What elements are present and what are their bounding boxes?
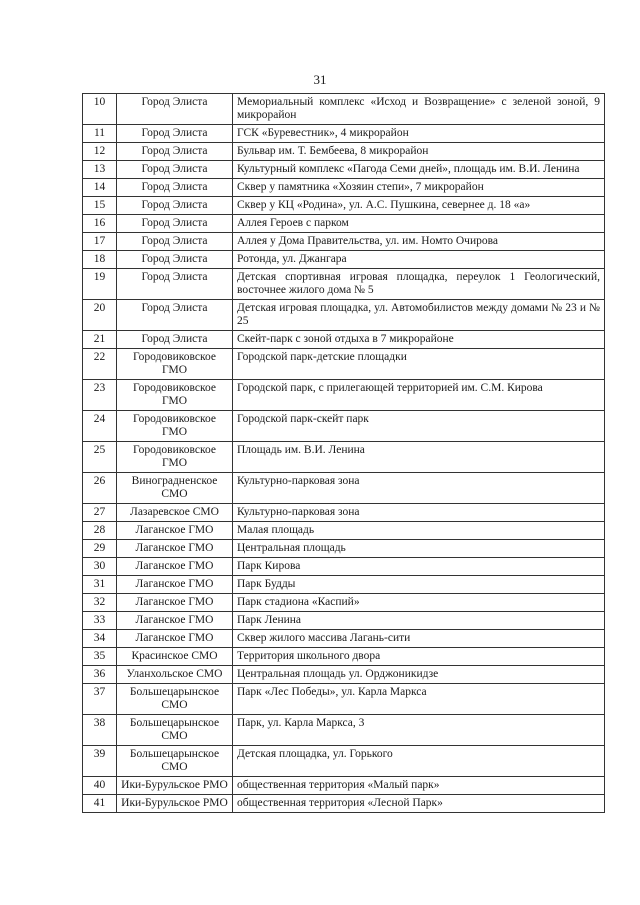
row-number: 16 — [83, 215, 117, 233]
territories-table — [82, 93, 605, 813]
table-row — [83, 522, 605, 540]
row-municipality: Ики-Бурульское РМО — [117, 795, 233, 813]
row-object: Мемориальный комплекс «Исход и Возвращение» с зеленой зоной, 9 микрорайон — [233, 94, 605, 125]
table-row — [83, 233, 605, 251]
row-object: Парк, ул. Карла Маркса, 3 — [233, 715, 605, 746]
table-row — [83, 380, 605, 411]
row-number: 38 — [83, 715, 117, 746]
table-row — [83, 179, 605, 197]
row-object: Сквер жилого массива Лагань-сити — [233, 630, 605, 648]
table-row — [83, 540, 605, 558]
row-object: Парк стадиона «Каспий» — [233, 594, 605, 612]
row-municipality: Лаганское ГМО — [117, 576, 233, 594]
row-object: Малая площадь — [233, 522, 605, 540]
row-number: 34 — [83, 630, 117, 648]
row-number: 17 — [83, 233, 117, 251]
row-object: Культурный комплекс «Пагода Семи дней», площадь им. В.И. Ленина — [233, 161, 605, 179]
row-number: 12 — [83, 143, 117, 161]
row-number: 40 — [83, 777, 117, 795]
row-object: Бульвар им. Т. Бембеева, 8 микрорайон — [233, 143, 605, 161]
row-municipality: Большецарынское СМО — [117, 715, 233, 746]
row-number: 33 — [83, 612, 117, 630]
row-number: 27 — [83, 504, 117, 522]
table-row — [83, 504, 605, 522]
row-municipality: Городовиковское ГМО — [117, 380, 233, 411]
row-municipality: Городовиковское ГМО — [117, 442, 233, 473]
row-object: Городской парк, с прилегающей территорией им. С.М. Кирова — [233, 380, 605, 411]
row-number: 31 — [83, 576, 117, 594]
row-number: 21 — [83, 331, 117, 349]
table-row — [83, 576, 605, 594]
table-row — [83, 715, 605, 746]
row-object: Сквер у памятника «Хозяин степи», 7 микрорайон — [233, 179, 605, 197]
row-number: 36 — [83, 666, 117, 684]
table-row — [83, 94, 605, 125]
row-municipality: Лаганское ГМО — [117, 522, 233, 540]
row-object: общественная территория «Лесной Парк» — [233, 795, 605, 813]
row-number: 39 — [83, 746, 117, 777]
row-object: Культурно-парковая зона — [233, 504, 605, 522]
row-municipality: Город Элиста — [117, 161, 233, 179]
row-object: Аллея Героев с парком — [233, 215, 605, 233]
table-row — [83, 777, 605, 795]
row-municipality: Город Элиста — [117, 143, 233, 161]
row-object: Детская спортивная игровая площадка, переулок 1 Геологический, восточнее жилого дома № 5 — [233, 269, 605, 300]
row-number: 22 — [83, 349, 117, 380]
row-number: 14 — [83, 179, 117, 197]
table-row — [83, 684, 605, 715]
row-object: Детская игровая площадка, ул. Автомобилистов между домами № 23 и № 25 — [233, 300, 605, 331]
table-row — [83, 612, 605, 630]
row-object: Городской парк-детские площадки — [233, 349, 605, 380]
row-municipality: Город Элиста — [117, 269, 233, 300]
row-municipality: Лаганское ГМО — [117, 612, 233, 630]
row-municipality: Город Элиста — [117, 179, 233, 197]
row-object: Городской парк-скейт парк — [233, 411, 605, 442]
row-object: Центральная площадь ул. Орджоникидзе — [233, 666, 605, 684]
row-number: 41 — [83, 795, 117, 813]
row-object: Парк Кирова — [233, 558, 605, 576]
row-municipality: Город Элиста — [117, 251, 233, 269]
row-number: 26 — [83, 473, 117, 504]
row-object: Детская площадка, ул. Горького — [233, 746, 605, 777]
row-object: Аллея у Дома Правительства, ул. им. Номто Очирова — [233, 233, 605, 251]
row-object: Скейт-парк с зоной отдыха в 7 микрорайоне — [233, 331, 605, 349]
row-number: 15 — [83, 197, 117, 215]
row-number: 37 — [83, 684, 117, 715]
row-number: 29 — [83, 540, 117, 558]
table-row — [83, 594, 605, 612]
row-number: 30 — [83, 558, 117, 576]
table-body — [83, 94, 605, 813]
row-number: 28 — [83, 522, 117, 540]
table-row — [83, 300, 605, 331]
row-object: Парк Ленина — [233, 612, 605, 630]
row-municipality: Город Элиста — [117, 300, 233, 331]
row-number: 18 — [83, 251, 117, 269]
row-object: Ротонда, ул. Джангара — [233, 251, 605, 269]
table-row — [83, 666, 605, 684]
row-object: общественная территория «Малый парк» — [233, 777, 605, 795]
row-number: 20 — [83, 300, 117, 331]
row-number: 13 — [83, 161, 117, 179]
row-object: Площадь им. В.И. Ленина — [233, 442, 605, 473]
row-municipality: Городовиковское ГМО — [117, 349, 233, 380]
table-row — [83, 215, 605, 233]
row-municipality: Большецарынское СМО — [117, 746, 233, 777]
table-row — [83, 143, 605, 161]
row-number: 19 — [83, 269, 117, 300]
table-row — [83, 269, 605, 300]
table-row — [83, 197, 605, 215]
row-number: 11 — [83, 125, 117, 143]
row-object: Культурно-парковая зона — [233, 473, 605, 504]
row-municipality: Красинское СМО — [117, 648, 233, 666]
row-number: 10 — [83, 94, 117, 125]
row-number: 24 — [83, 411, 117, 442]
row-municipality: Город Элиста — [117, 233, 233, 251]
table-row — [83, 251, 605, 269]
row-number: 35 — [83, 648, 117, 666]
row-object: Сквер у КЦ «Родина», ул. А.С. Пушкина, севернее д. 18 «а» — [233, 197, 605, 215]
table-row — [83, 349, 605, 380]
table-row — [83, 331, 605, 349]
table-row — [83, 161, 605, 179]
table-row — [83, 442, 605, 473]
table-row — [83, 473, 605, 504]
row-municipality: Лаганское ГМО — [117, 594, 233, 612]
table-row — [83, 630, 605, 648]
row-object: Центральная площадь — [233, 540, 605, 558]
row-municipality: Город Элиста — [117, 94, 233, 125]
row-municipality: Лаганское ГМО — [117, 558, 233, 576]
table-row — [83, 746, 605, 777]
row-municipality: Виноградненское СМО — [117, 473, 233, 504]
row-object: Парк «Лес Победы», ул. Карла Маркса — [233, 684, 605, 715]
row-number: 23 — [83, 380, 117, 411]
table-row — [83, 558, 605, 576]
row-municipality: Большецарынское СМО — [117, 684, 233, 715]
table-row — [83, 795, 605, 813]
row-object: ГСК «Буревестник», 4 микрорайон — [233, 125, 605, 143]
table-row — [83, 411, 605, 442]
row-municipality: Лаганское ГМО — [117, 630, 233, 648]
row-municipality: Уланхольское СМО — [117, 666, 233, 684]
row-municipality: Город Элиста — [117, 197, 233, 215]
row-object: Парк Будды — [233, 576, 605, 594]
row-number: 25 — [83, 442, 117, 473]
row-municipality: Лаганское ГМО — [117, 540, 233, 558]
row-municipality: Лазаревское СМО — [117, 504, 233, 522]
row-number: 32 — [83, 594, 117, 612]
row-object: Территория школьного двора — [233, 648, 605, 666]
row-municipality: Город Элиста — [117, 215, 233, 233]
row-municipality: Городовиковское ГМО — [117, 411, 233, 442]
table-row — [83, 648, 605, 666]
row-municipality: Город Элиста — [117, 331, 233, 349]
table-row — [83, 125, 605, 143]
page-number: 31 — [313, 72, 327, 87]
row-municipality: Город Элиста — [117, 125, 233, 143]
row-municipality: Ики-Бурульское РМО — [117, 777, 233, 795]
